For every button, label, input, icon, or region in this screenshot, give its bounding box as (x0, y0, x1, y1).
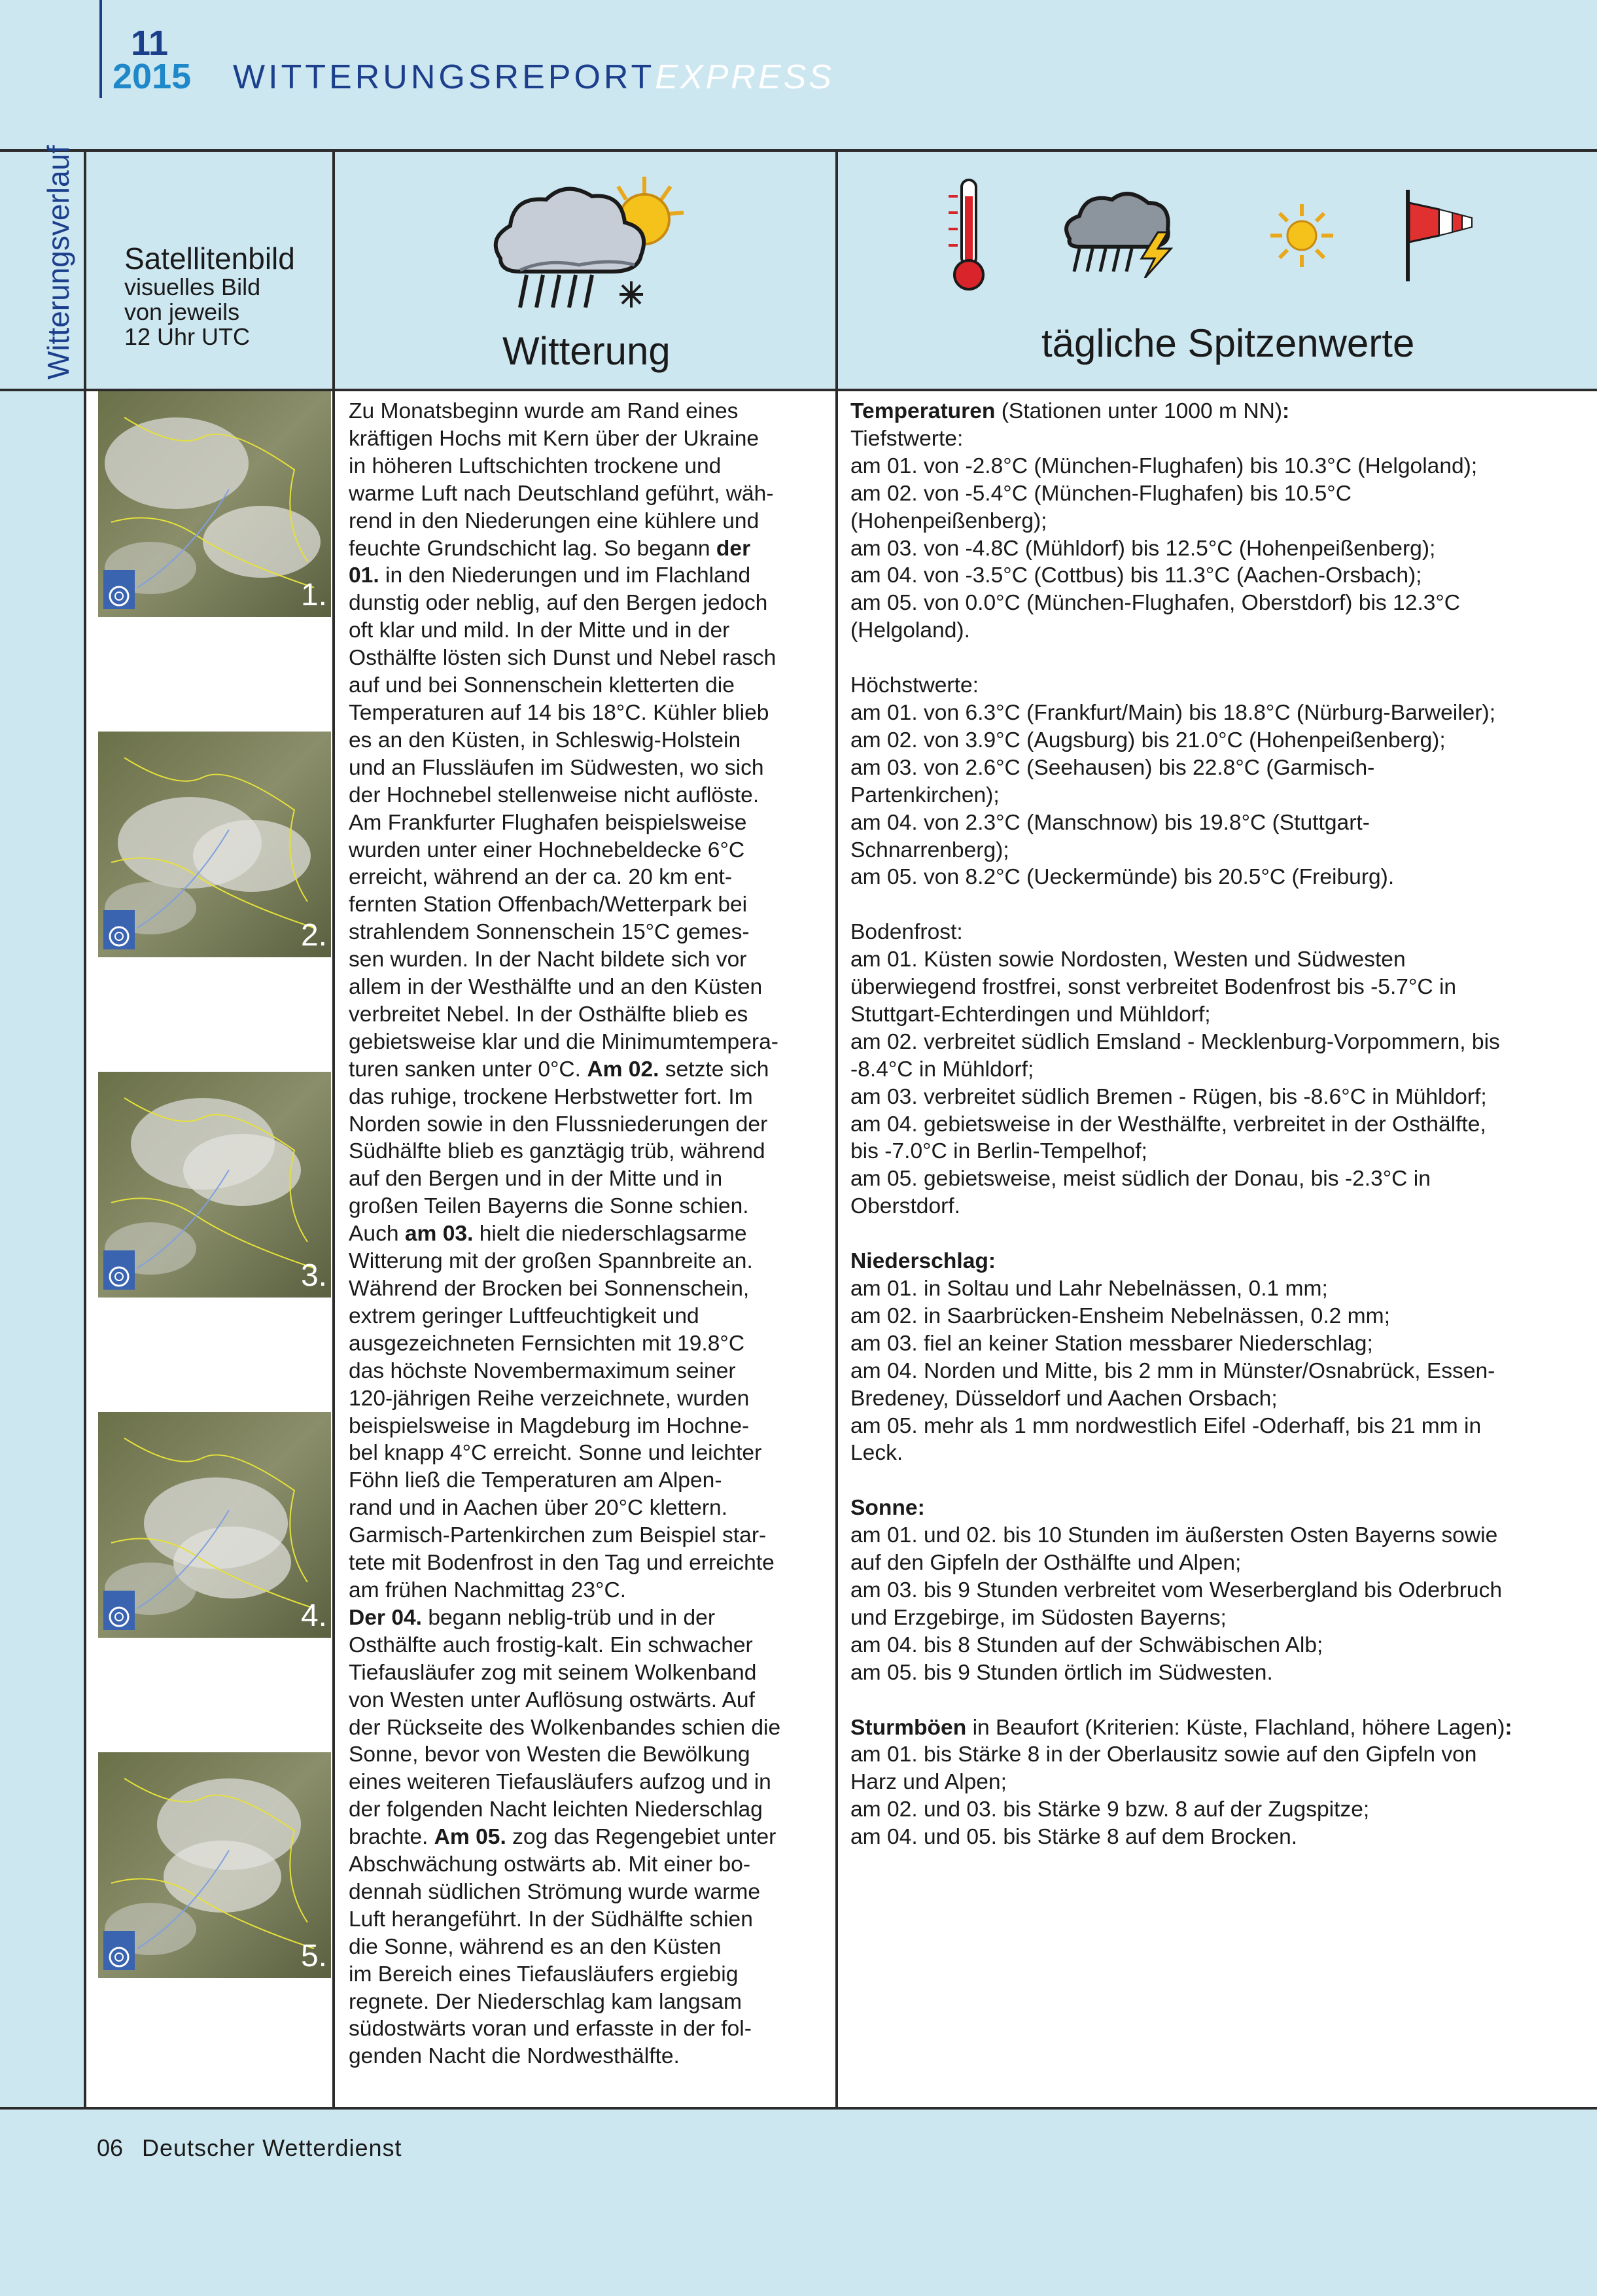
text-line: turen sanken unter 0°C. Am 02. setzte sich (349, 1057, 769, 1082)
text-line: bis -7.0°C in Berlin-Tempelhof; (850, 1139, 1147, 1164)
page-margin (1597, 0, 1623, 2296)
text-line: überwiegend frostfrei, sonst verbreitet Bodenfrost bis -5.7°C in (850, 975, 1457, 1000)
text-line: am 04. und 05. bis Stärke 8 auf dem Brocken. (850, 1825, 1298, 1850)
text-line: am 04. von -3.5°C (Cottbus) bis 11.3°C (Aachen-Orsbach); (850, 563, 1422, 588)
text-line (850, 891, 1583, 919)
peaks-heading: tägliche Spitzenwerte (1041, 321, 1415, 365)
text-line: Südhälfte blieb es ganztägig trüb, während (349, 1139, 765, 1164)
weather-text (349, 398, 820, 2070)
text-line: am 02. von -5.4°C (München-Flughafen) bis 10.5°C (850, 481, 1352, 506)
title-suffix: EXPRESS (655, 58, 834, 96)
title-main: WITTERUNGSREPORT (233, 58, 655, 96)
text-line: regnete. Der Niederschlag kam langsam (349, 1989, 742, 2014)
satellite-day-label: 3. (300, 1258, 327, 1293)
text-line: Der 04. begann neblig-trüb und in der (349, 1605, 716, 1630)
text-line: das höchste Novembermaximum seiner (349, 1358, 736, 1383)
satellite-image (98, 1072, 331, 1298)
text-line: tete mit Bodenfrost in den Tag und erreichte (349, 1551, 775, 1576)
text-line: eines weiteren Tiefausläufers aufzog und in (349, 1770, 771, 1795)
sun-icon (1269, 203, 1335, 268)
text-line: Norden sowie in den Flussniederungen der (349, 1112, 768, 1137)
text-line: am 03. verbreitet südlich Bremen - Rügen, bis -8.6°C in Mühldorf; (850, 1084, 1487, 1109)
text-line: der Rückseite des Wolkenbandes schien die (349, 1715, 781, 1740)
text-line: am 02. verbreitet südlich Emsland - Mecklenburg-Vorpommern, bis (850, 1029, 1500, 1054)
weather-heading: Witterung (502, 329, 671, 373)
satellite-day-label: 4. (300, 1598, 327, 1633)
text-line: erreicht, während an der ca. 20 km ent- (349, 865, 733, 890)
text-line: Höchstwerte: (850, 673, 979, 698)
text-line: am 04. gebietsweise in der Westhälfte, verbreitet in der Osthälfte, (850, 1112, 1486, 1137)
text-line: am 01. von 6.3°C (Frankfurt/Main) bis 18.8°C (Nürburg-Barweiler); (850, 700, 1496, 725)
satellite-image (98, 391, 331, 617)
text-line: Harz und Alpen; (850, 1770, 1007, 1795)
text-line: Niederschlag: (850, 1249, 996, 1274)
text-line: 01. in den Niederungen und im Flachland (349, 563, 751, 588)
publisher: Deutscher Wetterdienst (142, 2134, 402, 2161)
text-line: das ruhige, trockene Herbstwetter fort. Im (349, 1084, 753, 1109)
satellite-image (98, 732, 331, 957)
text-line: Sonne, bevor von Westen die Bewölkung (349, 1742, 750, 1767)
text-line: kräftigen Hochs mit Kern über der Ukraine (349, 426, 759, 451)
text-line: dennah südlichen Strömung wurde warme (349, 1879, 761, 1904)
text-line: (Helgoland). (850, 618, 970, 643)
issue-divider (99, 0, 102, 98)
text-line: am 05. von 8.2°C (Ueckermünde) bis 20.5°C (Freiburg). (850, 865, 1395, 890)
text-line: Partenkirchen); (850, 783, 1000, 807)
dwd-logo (103, 910, 135, 949)
report-title (233, 58, 834, 97)
text-line: Garmisch-Partenkirchen zum Beispiel star- (349, 1523, 767, 1548)
text-line: am 03. von -4.8C (Mühldorf) bis 12.5°C (Hohenpeißenberg); (850, 536, 1436, 561)
text-line: bel knapp 4°C erreicht. Sonne und leichter (349, 1441, 762, 1466)
text-line: am 02. von 3.9°C (Augsburg) bis 21.0°C (Hohenpeißenberg); (850, 728, 1446, 752)
text-line: Sturmböen in Beaufort (Kriterien: Küste, Flachland, höhere Lagen): (850, 1715, 1512, 1740)
text-line: Sonne: (850, 1496, 925, 1521)
satellite-subtitle: visuelles Bild von jeweils 12 Uhr UTC (124, 274, 261, 350)
text-line: am 05. von 0.0°C (München-Flughafen, Oberstdorf) bis 12.3°C (850, 591, 1461, 616)
text-line: Bodenfrost: (850, 920, 963, 945)
text-line: Leck. (850, 1441, 903, 1466)
text-line: Während der Brocken bei Sonnenschein, (349, 1277, 750, 1301)
satellite-image (98, 1752, 331, 1978)
text-line: und Erzgebirge, im Südosten Bayerns; (850, 1605, 1227, 1630)
text-line: Zu Monatsbeginn wurde am Rand eines (349, 399, 739, 423)
text-line: auf den Gipfeln der Osthälfte und Alpen; (850, 1551, 1242, 1576)
vertical-rule (84, 152, 86, 2108)
dwd-logo (103, 1931, 135, 1970)
text-line: Schnarrenberg); (850, 838, 1009, 862)
text-line: der folgenden Nacht leichten Niederschlag (349, 1797, 763, 1822)
text-line: 120-jährigen Reihe verzeichnete, wurden (349, 1386, 750, 1411)
text-line: Auch am 03. hielt die niederschlagsarme (349, 1222, 747, 1246)
issue-year: 2015 (113, 57, 192, 96)
text-line: fernten Station Offenbach/Wetterpark bei (349, 892, 748, 917)
text-line: Abschwächung ostwärts ab. Mit einer bo- (349, 1852, 751, 1877)
rule-top (0, 149, 1597, 152)
text-line: wurden unter einer Hochnebeldecke 6°C (349, 838, 745, 862)
text-line: am 01. Küsten sowie Nordosten, Westen und Südwesten (850, 947, 1406, 972)
text-line: es an den Küsten, in Schleswig-Holstein (349, 728, 741, 752)
text-line: Temperaturen auf 14 bis 18°C. Kühler blieb (349, 700, 769, 725)
dwd-logo (103, 1250, 135, 1290)
text-line: Stuttgart-Echterdingen und Mühldorf; (850, 1002, 1211, 1027)
text-line: Oberstdorf. (850, 1194, 960, 1219)
text-line: beispielsweise in Magdeburg im Hochne- (349, 1413, 750, 1438)
satellite-day-label: 2. (300, 918, 327, 953)
text-line: südostwärts voran und erfasste in der fol- (349, 2017, 752, 2041)
text-line: am 04. von 2.3°C (Manschnow) bis 19.8°C (Stuttgart- (850, 810, 1370, 835)
satellite-title: Satellitenbild (124, 241, 295, 275)
text-line: auf den Bergen und in der Mitte und in (349, 1167, 723, 1192)
text-line: Tiefstwerte: (850, 426, 964, 451)
text-line: oft klar und mild. In der Mitte und in der (349, 618, 730, 643)
text-line: am 05. bis 9 Stunden örtlich im Südwesten. (850, 1660, 1273, 1685)
text-line: Osthälfte auch frostig-kalt. Ein schwacher (349, 1633, 753, 1657)
text-line: Witterung mit der großen Spannbreite an. (349, 1249, 753, 1274)
text-line (850, 1220, 1583, 1248)
text-line: in höheren Luftschichten trockene und (349, 453, 722, 478)
text-line: am 01. in Soltau und Lahr Nebelnässen, 0.1 mm; (850, 1277, 1328, 1301)
text-line: -8.4°C in Mühldorf; (850, 1057, 1034, 1082)
text-line: die Sonne, während es an den Küsten (349, 1934, 722, 1959)
dwd-logo (103, 1591, 135, 1630)
section-label: Witterungsverlauf (41, 145, 75, 380)
text-line: Am Frankfurter Flughafen beispielsweise (349, 810, 747, 835)
text-line (850, 1687, 1583, 1714)
side-band (0, 391, 84, 2107)
text-line: rand und in Aachen über 20°C klettern. (349, 1496, 728, 1521)
cloud-sun-snow-icon (481, 167, 690, 317)
text-line: am 01. bis Stärke 8 in der Oberlausitz sowie auf den Gipfeln von (850, 1742, 1477, 1767)
text-line: von Westen unter Auflösung ostwärts. Auf (349, 1687, 755, 1712)
text-line: am frühen Nachmittag 23°C. (349, 1578, 627, 1602)
text-line: am 04. bis 8 Stunden auf der Schwäbischen Alb; (850, 1633, 1323, 1657)
text-line: feuchte Grundschicht lag. So begann der (349, 536, 751, 561)
text-line: großen Teilen Bayerns die Sonne schien. (349, 1194, 749, 1219)
text-line: Bredeney, Düsseldorf und Aachen Orsbach; (850, 1386, 1278, 1411)
text-line: auf und bei Sonnenschein kletterten die (349, 673, 735, 698)
text-line: am 02. und 03. bis Stärke 9 bzw. 8 auf der Zugspitze; (850, 1797, 1370, 1822)
text-line: (Hohenpeißenberg); (850, 508, 1047, 533)
text-line: strahlendem Sonnenschein 15°C gemes- (349, 920, 750, 945)
text-line: brachte. Am 05. zog das Regengebiet unter (349, 1825, 777, 1850)
text-line: warme Luft nach Deutschland geführt, wäh- (349, 481, 774, 506)
satellite-day-label: 5. (300, 1939, 327, 1973)
text-line: der Hochnebel stellenweise nicht auflöste. (349, 783, 759, 807)
satellite-image (98, 1412, 331, 1638)
text-line (850, 1467, 1583, 1494)
text-line: Föhn ließ die Temperaturen am Alpen- (349, 1468, 722, 1493)
text-line: Temperaturen (Stationen unter 1000 m NN): (850, 399, 1290, 423)
issue-number: 11 (131, 24, 169, 63)
page-number: 06 (97, 2134, 124, 2161)
text-line: am 03. fiel an keiner Station messbarer Niederschlag; (850, 1331, 1373, 1356)
text-line: am 05. mehr als 1 mm nordwestlich Eifel -Oderhaff, bis 21 mm in (850, 1413, 1482, 1438)
vertical-rule (332, 152, 335, 2108)
dwd-logo (103, 570, 135, 609)
thermometer-icon (942, 177, 994, 294)
text-line: sen wurden. In der Nacht bildete sich vor (349, 947, 747, 972)
text-line: genden Nacht die Nordwesthälfte. (349, 2044, 680, 2069)
thunderstorm-icon (1060, 186, 1178, 278)
text-line: allem in der Westhälfte und an den Küsten (349, 975, 763, 1000)
text-line: am 05. gebietsweise, meist südlich der Donau, bis -2.3°C in (850, 1167, 1431, 1192)
satellite-day-label: 1. (300, 578, 327, 612)
vertical-rule (835, 152, 838, 2108)
text-line: am 03. bis 9 Stunden verbreitet vom Weserbergland bis Oderbruch (850, 1578, 1503, 1602)
text-line: Osthälfte lösten sich Dunst und Nebel rasch (349, 646, 777, 671)
text-line: am 01. von -2.8°C (München-Flughafen) bis 10.3°C (Helgoland); (850, 453, 1478, 478)
text-line: Tiefausläufer zog mit seinem Wolkenband (349, 1660, 757, 1685)
text-line: am 03. von 2.6°C (Seehausen) bis 22.8°C (Garmisch- (850, 755, 1375, 780)
text-line: am 04. Norden und Mitte, bis 2 mm in Münster/Osnabrück, Essen- (850, 1358, 1495, 1383)
text-line: am 02. in Saarbrücken-Ensheim Nebelnässen, 0.2 mm; (850, 1303, 1390, 1328)
text-line: ausgezeichneten Fernsichten mit 19.8°C (349, 1331, 745, 1356)
text-line: rend in den Niederungen eine kühlere und (349, 508, 759, 533)
peaks-text (850, 398, 1583, 1851)
text-line (850, 645, 1583, 672)
text-line: am 01. und 02. bis 10 Stunden im äußersten Osten Bayerns sowie (850, 1523, 1498, 1548)
windsock-icon (1400, 186, 1478, 285)
text-line: verbreitet Nebel. In der Osthälfte blieb es (349, 1002, 748, 1027)
text-line: und an Flussläufen im Südwesten, wo sich (349, 755, 764, 780)
text-line: Luft herangeführt. In der Südhälfte schien (349, 1907, 753, 1932)
text-line: gebietsweise klar und die Minimumtempera- (349, 1029, 778, 1054)
text-line: extrem geringer Luftfeuchtigkeit und (349, 1303, 699, 1328)
text-line: dunstig oder neblig, auf den Bergen jedoch (349, 591, 768, 616)
text-line: im Bereich eines Tiefausläufers ergiebig (349, 1962, 739, 1987)
